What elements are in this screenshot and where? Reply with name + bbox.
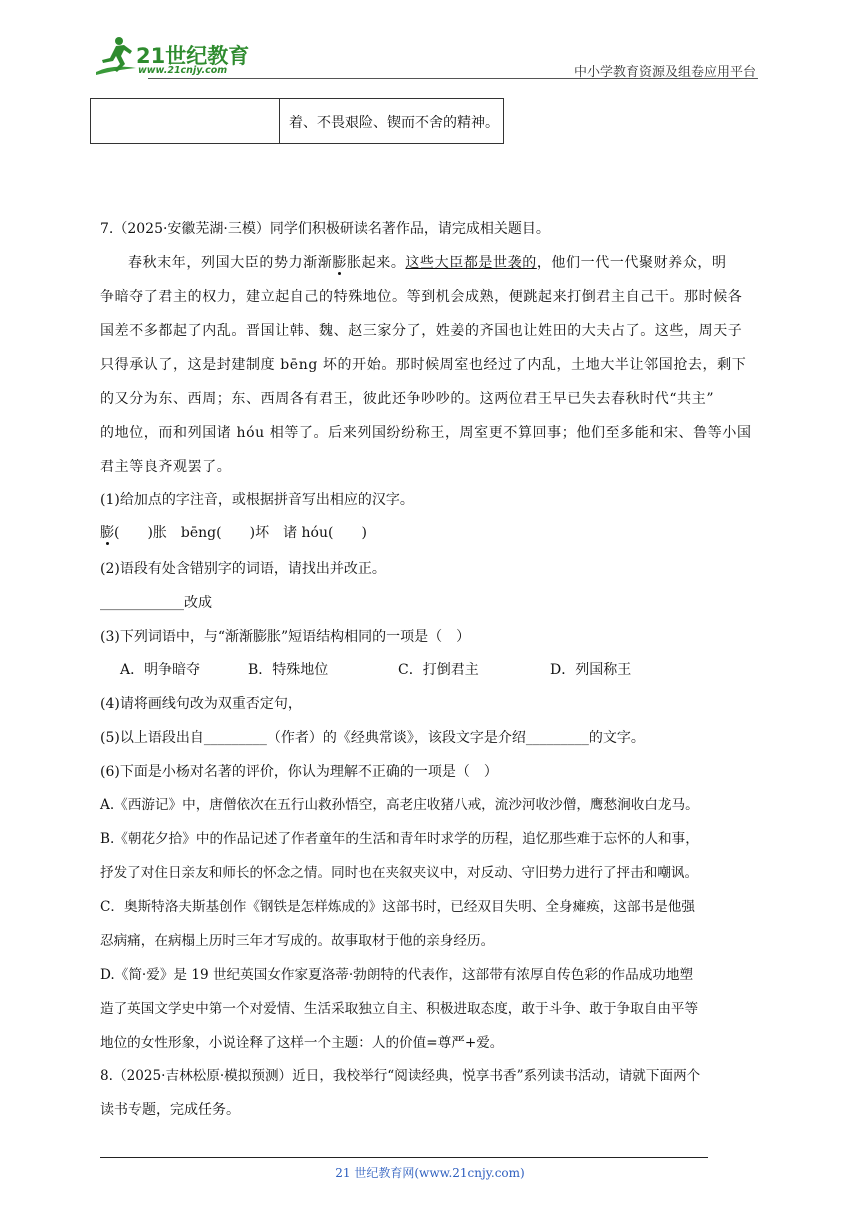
- header-divider: [148, 78, 758, 79]
- choice-d-line-3: 地位的女性形象，小说诠释了这样一个主题：人的价值=尊严+爱。: [100, 1035, 504, 1051]
- passage-line-4: 只得承认了，这是封建制度 bēng 坏的开始。那时候周室也经过了内乱，土地大半让邻国抢去，剩下: [100, 357, 747, 373]
- platform-name: 中小学教育资源及组卷应用平台: [573, 65, 756, 80]
- question-8-line-1: 8.（2025·吉林松原·模拟预测）近日，我校举行“阅读经典，悦享书香”系列读书活动，请就下面两个: [100, 1068, 701, 1084]
- subquestion-6: (6)下面是小杨对名著的评价，你认为理解不正确的一项是（ ）: [100, 764, 498, 780]
- option-b: B．特殊地位: [248, 662, 329, 678]
- running-figure-icon: [92, 34, 138, 78]
- choice-c-line-1: C．奥斯特洛夫斯基创作《钢铁是怎样炼成的》这部书时，已经双目失明、全身瘫痪，这部书是他强: [100, 899, 695, 915]
- subquestion-4: (4)请将画线句改为双重否定句，: [100, 696, 302, 712]
- choice-b-line-2: 抒发了对住日亲友和师长的怀念之情。同时也在夹叙夹议中，对反动、守旧势力进行了抨击和嘲讽。: [100, 865, 699, 881]
- subquestion-3-options: [100, 660, 660, 680]
- passage-line-3: 国差不多都起了内乱。晋国让韩、魏、赵三家分了，姓姜的齐国也让姓田的大夫占了。这些，周天子: [100, 323, 743, 339]
- choice-d-line-1: D.《简·爱》是 19 世纪英国女作家夏洛蒂·勃朗特的代表作，这部带有浓厚自传色彩的作品成功地塑: [100, 967, 694, 983]
- subquestion-1-blanks: 膨( )胀 bēng( )坏 诸 hóu( ): [100, 525, 367, 541]
- option-c: C．打倒君主: [398, 662, 479, 678]
- logo-text: 21世纪教育: [136, 44, 250, 68]
- footer-divider: [100, 1157, 708, 1158]
- choice-c-line-2: 忍病痛，在病榻上历时三年才写成的。故事取材于他的亲身经历。: [100, 933, 495, 949]
- choice-a-text: A.《西游记》中，唐僧依次在五行山救孙悟空，高老庄收猪八戒，流沙河收沙僧，鹰愁涧收白龙马。: [100, 797, 699, 813]
- table-cell: 着、不畏艰险、锲而不舍的精神。: [289, 115, 499, 131]
- subquestion-2-blank: ____________改成: [100, 595, 212, 611]
- table-column-divider: [279, 99, 280, 143]
- passage-line-1: 春秋末年，列国大臣的势力渐渐膨胀起来。这些大臣都是世袭的，他们一代一代聚财养众，明: [128, 255, 727, 271]
- underlined-sentence: 这些大臣都是世袭的: [405, 255, 537, 271]
- choice-b-line-1: B.《朝花夕拾》中的作品记述了作者童年的生活和青年时求学的历程，追忆那些难于忘怀的人和事，: [100, 831, 699, 847]
- question-8-line-2: 读书专题，完成任务。: [100, 1102, 240, 1118]
- logo-url: www.21cnjy.com: [138, 65, 228, 76]
- passage-line-6: 的地位，而和列国诸 hóu 相等了。后来列国纷纷称王，周室更不算回事；他们至多能和宋、鲁等小国: [100, 425, 752, 441]
- subquestion-1: (1)给加点的字注音，或根据拼音写出相应的汉字。: [100, 492, 414, 508]
- footer-link[interactable]: 21 世纪教育网(www.21cnjy.com): [335, 1166, 525, 1180]
- passage-line-5: 的又分为东、西周；东、西周各有君王，彼此还争吵吵的。这两位君王早已失去春秋时代“共主”: [100, 391, 715, 407]
- passage-line-7: 君主等良齐观罢了。: [100, 459, 232, 475]
- subquestion-3: (3)下列词语中，与“渐渐膨胀”短语结构相同的一项是（ ）: [100, 629, 471, 645]
- option-d: D．列国称王: [550, 662, 632, 678]
- subquestion-5: (5)以上语段出自_________（作者）的《经典常谈》，该段文字是介绍_________的文字。: [100, 730, 645, 746]
- site-logo: [92, 34, 262, 82]
- dotted-char: 膨: [100, 525, 114, 541]
- dotted-char: 膨: [332, 255, 348, 271]
- passage-line-2: 争暗夺了君主的权力，建立起自己的特殊地位。等到机会成熟，便跳起来打倒君主自己干。那时候各: [100, 289, 743, 305]
- choice-d-line-2: 造了英国文学史中第一个对爱情、生活采取独立自主、积极进取态度，敢于斗争、敢于争取自由平等: [100, 1001, 699, 1017]
- subquestion-2: (2)语段有处含错别字的词语，请找出并改正。: [100, 561, 386, 577]
- question-7-title: 7.（2025·安徽芜湖·三模）同学们积极研读名著作品，请完成相关题目。: [100, 221, 550, 237]
- page-header: [0, 0, 860, 90]
- answer-table: [90, 98, 504, 144]
- option-a: A．明争暗夺: [120, 662, 201, 678]
